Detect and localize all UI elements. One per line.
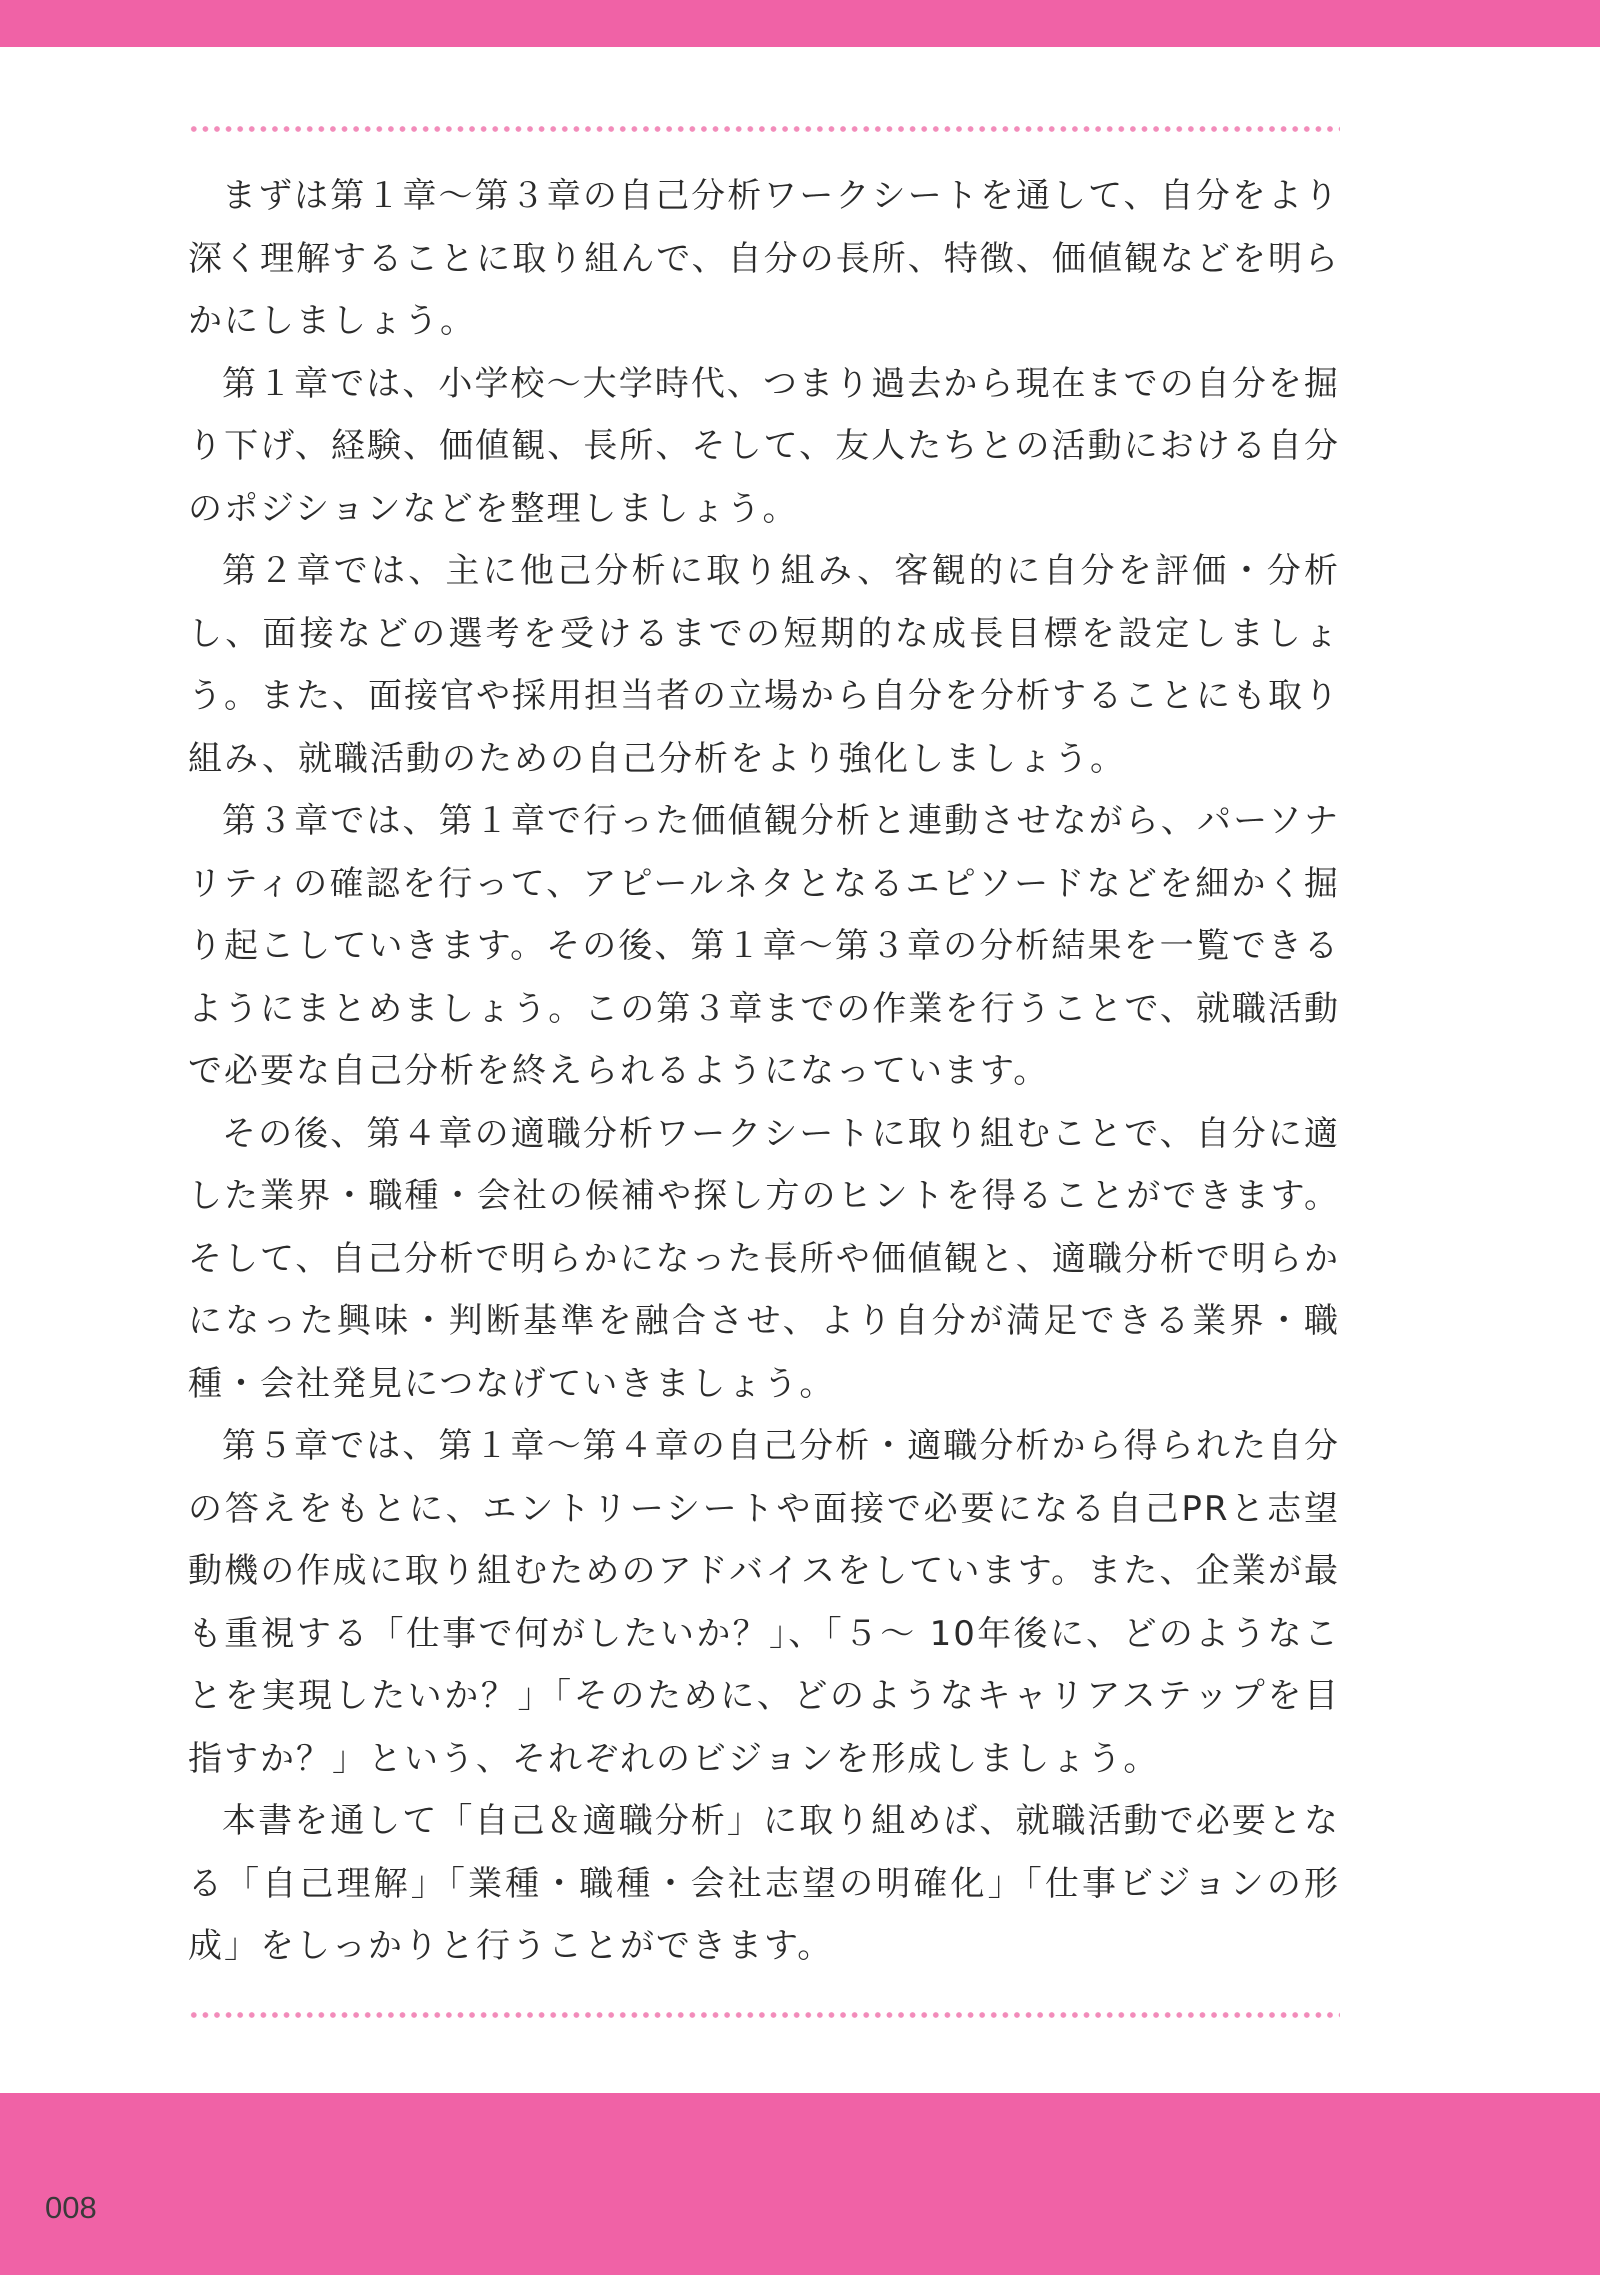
paragraph-intro: まずは第１章〜第３章の自己分析ワークシートを通して、自分をより深く理解することに取り組んで、自分の長所、特徴、価値観などを明らかにしましょう。: [188, 176, 1340, 341]
paragraph-chapter-5: 第５章では、第１章〜第４章の自己分析・適職分析から得られた自分の答えをもとに、エントリーシートや面接で必要になる自己PRと志望動機の作成に取り組むためのアドバイスをしています。また、企業が最も重視する「仕事で何がしたいか？」、「５〜 10年後に、どのようなことを実現したいか？」「そのために、どのようなキャリアステップを目指すか？」という、それぞれのビジョンを形成しましょう。: [188, 1426, 1340, 1779]
paragraph-chapter-3: 第３章では、第１章で行った価値観分析と連動させながら、パーソナリティの確認を行って、アピールネタとなるエピソードなどを細かく掘り起こしていきます。その後、第１章〜第３章の分析結果を一覧できるようにまとめましょう。この第３章までの作業を行うことで、就職活動で必要な自己分析を終えられるようになっています。: [188, 801, 1340, 1091]
paragraph-chapter-1: 第１章では、小学校〜大学時代、つまり過去から現在までの自分を掘り下げ、経験、価値観、長所、そして、友人たちとの活動における自分のポジションなどを整理しましょう。: [188, 363, 1340, 529]
bottom-accent-band: [0, 2093, 1600, 2275]
paragraph-chapter-4: その後、第４章の適職分析ワークシートに取り組むことで、自分に適した業界・職種・会社の候補や探し方のヒントを得ることができます。そして、自己分析で明らかになった長所や価値観と、適職分析で明らかになった興味・判断基準を融合させ、より自分が満足できる業界・職種・会社発見につなげていきましょう。: [188, 1113, 1340, 1404]
top-accent-band: [0, 0, 1600, 47]
bottom-dotted-divider: [188, 2012, 1340, 2018]
paragraph-summary: 本書を通して「自己＆適職分析」に取り組めば、就職活動で必要となる「自己理解」「業種・職種・会社志望の明確化」「仕事ビジョンの形成」をしっかりと行うことができます。: [188, 1801, 1340, 1966]
body-text: [188, 165, 1340, 1978]
top-dotted-divider: [188, 126, 1340, 132]
paragraph-chapter-2: 第２章では、主に他己分析に取り組み、客観的に自分を評価・分析し、面接などの選考を受けるまでの短期的な成長目標を設定しましょう。また、面接官や採用担当者の立場から自分を分析することにも取り組み、就職活動のための自己分析をより強化しましょう。: [188, 551, 1340, 779]
page-number: 008: [45, 2190, 97, 2225]
